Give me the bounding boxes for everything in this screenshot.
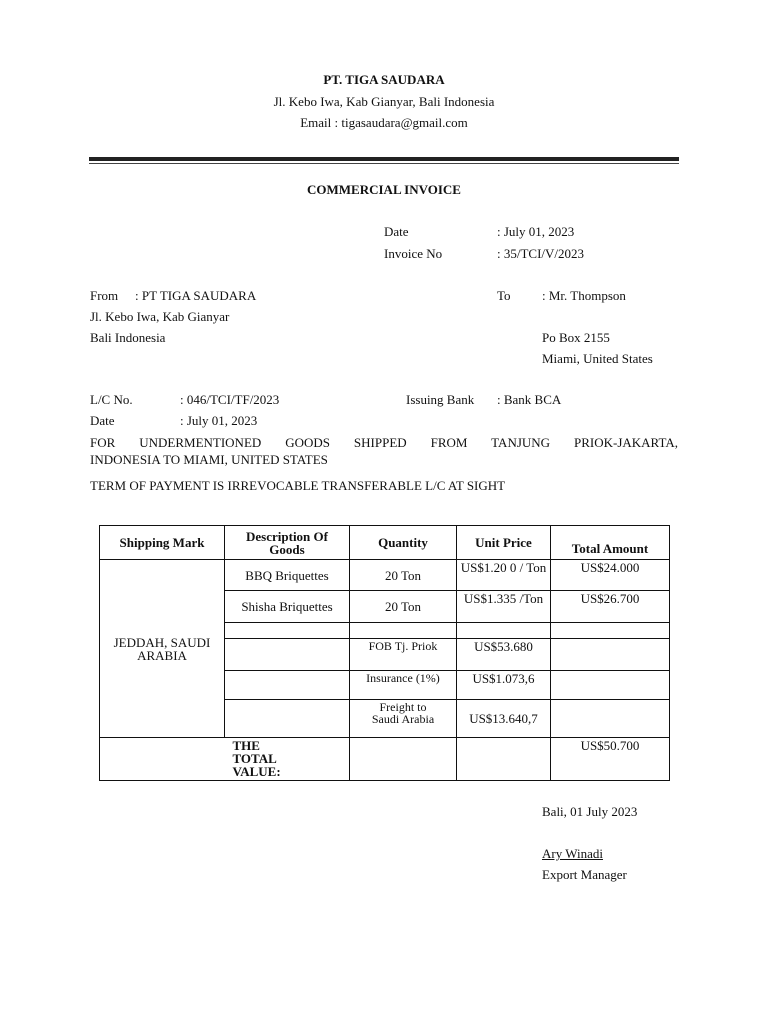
row-description bbox=[225, 623, 350, 639]
total-row-unit-price bbox=[457, 738, 551, 781]
total-row-blank bbox=[100, 738, 225, 781]
payment-terms: TERM OF PAYMENT IS IRREVOCABLE TRANSFERABLE L/C AT SIGHT bbox=[90, 478, 506, 493]
table-row bbox=[100, 560, 670, 591]
row-unit-price: US$1.335 /Ton bbox=[457, 591, 551, 623]
total-value-label: THE TOTAL VALUE: bbox=[225, 738, 350, 781]
to-address-line: Po Box 2155 bbox=[542, 330, 610, 345]
company-email: Email : tigasaudara@gmail.com bbox=[300, 115, 468, 130]
lc-date-label: Date bbox=[90, 413, 115, 428]
row-total bbox=[551, 700, 670, 738]
row-unit-price: US$1.20 0 / Ton bbox=[457, 560, 551, 591]
row-quantity: 20 Ton bbox=[350, 591, 457, 623]
to-city-line: Miami, United States bbox=[542, 351, 653, 366]
shipment-statement-line2: INDONESIA TO MIAMI, UNITED STATES bbox=[90, 452, 328, 467]
row-description bbox=[225, 639, 350, 671]
date-value: : July 01, 2023 bbox=[497, 224, 575, 239]
header-quantity: Quantity bbox=[350, 526, 457, 560]
goods-table bbox=[99, 525, 670, 781]
row-quantity: Insurance (1%) bbox=[350, 671, 457, 700]
row-unit-price bbox=[457, 623, 551, 639]
issuing-bank-label: Issuing Bank bbox=[406, 392, 475, 407]
from-name: : PT TIGA SAUDARA bbox=[135, 288, 257, 303]
row-quantity bbox=[350, 623, 457, 639]
row-total bbox=[551, 623, 670, 639]
issuing-bank-value: : Bank BCA bbox=[497, 392, 562, 407]
row-unit-price: US$53.680 bbox=[457, 639, 551, 671]
header-divider-thick bbox=[89, 157, 679, 161]
signature-place-date: Bali, 01 July 2023 bbox=[542, 804, 638, 819]
company-name: PT. TIGA SAUDARA bbox=[323, 72, 445, 87]
lc-no-value: : 046/TCI/TF/2023 bbox=[180, 392, 280, 407]
header-total-amount: Total Amount bbox=[551, 526, 670, 560]
row-total: US$24.000 bbox=[551, 560, 670, 591]
row-unit-price: US$13.640,7 bbox=[457, 700, 551, 738]
lc-date-value: : July 01, 2023 bbox=[180, 413, 258, 428]
invoice-no-value: : 35/TCI/V/2023 bbox=[497, 246, 585, 261]
row-quantity: FOB Tj. Priok bbox=[350, 639, 457, 671]
header-divider-thin bbox=[89, 163, 679, 164]
row-unit-price: US$1.073,6 bbox=[457, 671, 551, 700]
header-unit-price: Unit Price bbox=[457, 526, 551, 560]
invoice-no-label: Invoice No bbox=[384, 246, 443, 261]
row-total bbox=[551, 639, 670, 671]
shipping-mark-cell: JEDDAH, SAUDI ARABIA bbox=[100, 560, 225, 738]
from-country-line: Bali Indonesia bbox=[90, 330, 166, 345]
document-title: COMMERCIAL INVOICE bbox=[307, 182, 461, 197]
to-label: To bbox=[497, 288, 511, 303]
header-description: Description Of Goods bbox=[225, 526, 350, 560]
from-address-line: Jl. Kebo Iwa, Kab Gianyar bbox=[90, 309, 230, 324]
signatory-title: Export Manager bbox=[542, 867, 627, 882]
row-description bbox=[225, 700, 350, 738]
lc-no-label: L/C No. bbox=[90, 392, 133, 407]
total-row-quantity bbox=[350, 738, 457, 781]
from-label: From bbox=[90, 288, 119, 303]
to-name: : Mr. Thompson bbox=[542, 288, 626, 303]
row-total: US$26.700 bbox=[551, 591, 670, 623]
row-quantity: Freight to Saudi Arabia bbox=[350, 700, 457, 738]
row-description: Shisha Briquettes bbox=[225, 591, 350, 623]
row-description bbox=[225, 671, 350, 700]
row-total bbox=[551, 671, 670, 700]
table-header-row bbox=[100, 526, 670, 560]
company-address: Jl. Kebo Iwa, Kab Gianyar, Bali Indonesia bbox=[273, 94, 495, 109]
table-total-row bbox=[100, 738, 670, 781]
total-value-amount: US$50.700 bbox=[551, 738, 670, 781]
header-shipping-mark: Shipping Mark bbox=[100, 526, 225, 560]
row-description: BBQ Briquettes bbox=[225, 560, 350, 591]
shipment-statement-line1: FOR UNDERMENTIONED GOODS SHIPPED FROM TANJUNG PRIOK-JAKARTA, bbox=[90, 435, 678, 450]
date-label: Date bbox=[384, 224, 409, 239]
row-quantity: 20 Ton bbox=[350, 560, 457, 591]
signatory-name: Ary Winadi bbox=[542, 846, 603, 861]
